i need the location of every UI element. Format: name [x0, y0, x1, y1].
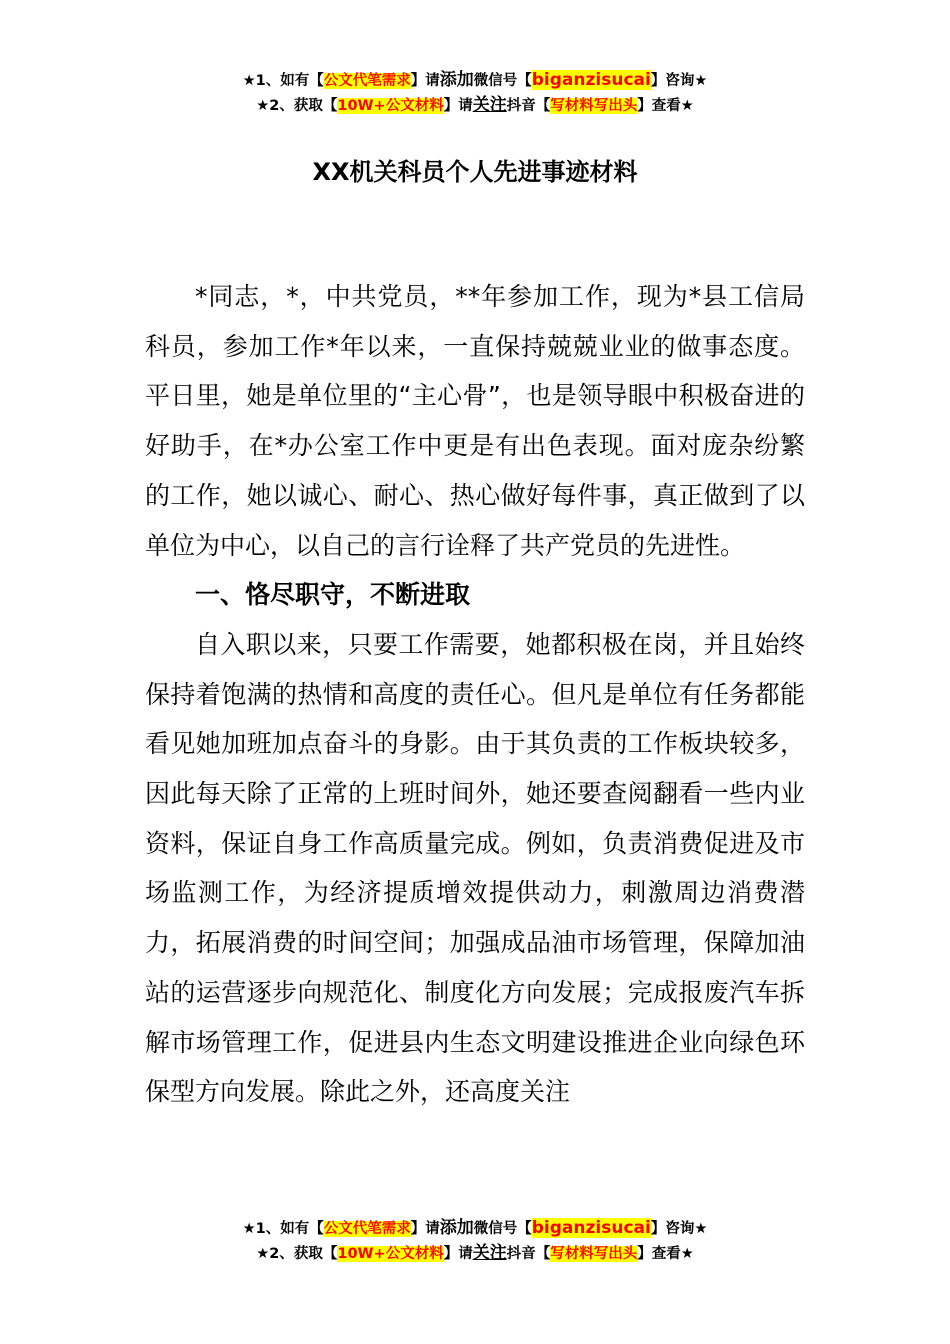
- promo-highlight-wechat-id: biganzisucai: [531, 1218, 651, 1238]
- promo-highlight-douyin-id: 写材料写出头: [550, 98, 638, 114]
- promo-line-1: ★1、如有【公文代笔需求】请添加微信号【biganzisucai】咨询★: [242, 70, 708, 90]
- paragraph-section-1: 自入职以来，只要工作需要，她都积极在岗，并且始终保持着饱满的热情和高度的责任心。但凡是单位有任务都能看见她加班加点奋斗的身影。由于其负责的工作板块较多，因此每天除了正常的上班时间外，她还要查阅翻看一些内业资料，保证自身工作高质量完成。例如，负责消费促进及市场监测工作，为经济提质增效提供动力，刺激周边消费潜力，拓展消费的时间空间；加强成品油市场管理，保障加油站的运营逐步向规范化、制度化方向发展；完成报废汽车拆解市场管理工作，促进县内生态文明建设推进企业向绿色环保型方向发展。除此之外，还高度关注: [145, 629, 805, 1107]
- promo-highlight-materials: 10W+公文材料: [337, 98, 444, 114]
- promo-line-1: ★1、如有【公文代笔需求】请添加微信号【biganzisucai】咨询★: [242, 1218, 708, 1238]
- promo-highlight-materials: 10W+公文材料: [337, 1246, 444, 1262]
- promo-banner-top: [0, 68, 950, 118]
- section-heading-1: 一、恪尽职守，不断进取: [195, 580, 471, 610]
- document-body: [145, 272, 805, 1117]
- paragraph-intro: *同志，*，中共党员，**年参加工作，现为*县工信局科员，参加工作*年以来，一直保持兢兢业业的做事态度。平日里，她是单位里的“主心骨”，也是领导眼中积极奋进的好助手，在*办公室工作中更是有出色表现。面对庞杂纷繁的工作，她以诚心、耐心、热心做好每件事，真正做到了以单位为中心，以自己的言行诠释了共产党员的先进性。: [145, 282, 805, 560]
- promo-highlight-douyin-id: 写材料写出头: [550, 1246, 638, 1262]
- promo-line-2: ★2、获取【10W+公文材料】请关注抖音【写材料写出头】查看★: [256, 95, 694, 115]
- promo-banner-bottom: [0, 1216, 950, 1266]
- document-title: XX机关科员个人先进事迹材料: [312, 158, 638, 186]
- promo-highlight-service: 公文代笔需求: [323, 1221, 411, 1237]
- promo-highlight-wechat-id: biganzisucai: [531, 70, 651, 90]
- promo-line-2: ★2、获取【10W+公文材料】请关注抖音【写材料写出头】查看★: [256, 1243, 694, 1263]
- promo-highlight-service: 公文代笔需求: [323, 73, 411, 89]
